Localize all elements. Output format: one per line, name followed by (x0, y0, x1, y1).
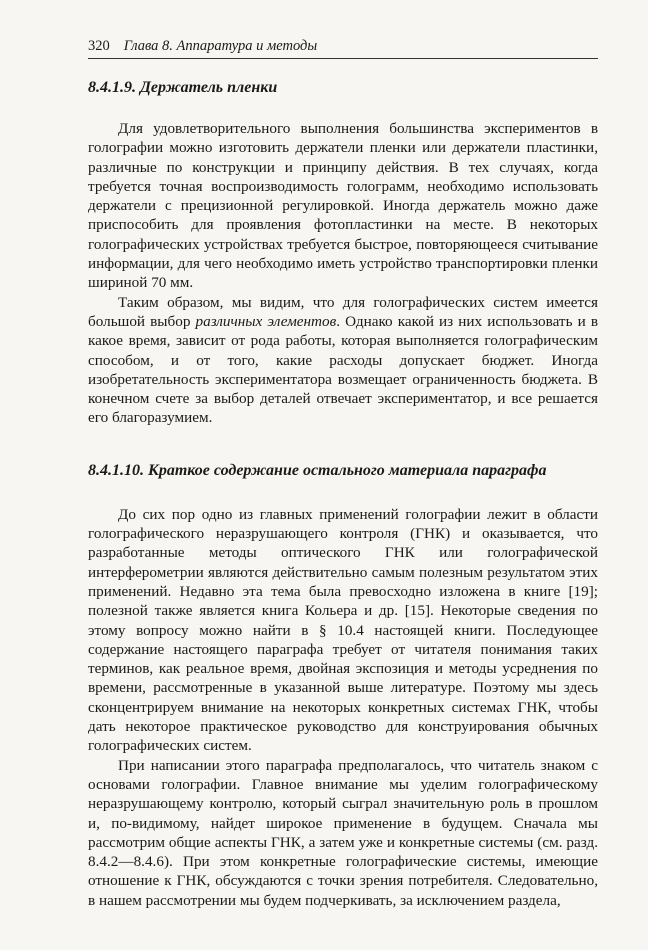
paragraph: До сих пор одно из главных применений голографии лежит в области голографического неразрушающего контроля (ГНК) и оказывается, что разработанные методы оптического ГНК или голографической интерферометрии являются действительно самым полезным результатом этих применений. Недавно эта тема была превосходно изложена в книге [19]; полезной также является книга Кольера и др. [15]. Некоторые сведения по этому вопросу можно найти в § 10.4 настоящей книги. Последующее содержание настоящего параграфа требует от читателя понимания таких терминов, как реальное время, двойная экспозиция и методы усреднения по времени, рассмотренные в указанной выше литературе. Поэтому мы здесь сконцентрируем внимание на некоторых конкретных системах ГНК, чтобы дать некоторое практическое руководство для конструирования обычных голографических систем. (88, 505, 598, 755)
section-title-summary: 8.4.1.10. Краткое содержание остального материала параграфа (88, 461, 547, 479)
paragraph: При написании этого параграфа предполагалось, что читатель знаком с основами голографии. Главное внимание мы уделим голографическому неразрушающему контролю, который сыграл значительную роль в прошлом и, по-видимому, найдет широкое применение в будущем. Сначала мы рассмотрим общие аспекты ГНК, а затем уже и конкретные системы (см. разд. 8.4.2—8.4.6). При этом конкретные голографические системы, имеющие отношение к ГНК, обсуждаются с точки зрения потребителя. Следовательно, в нашем рассмотрении мы будем подчеркивать, за исключением раздела, (88, 756, 598, 909)
italic-phrase: различных элементов (195, 312, 337, 330)
page-number: 320 (88, 38, 110, 54)
page-header (88, 38, 598, 59)
paragraph: Для удовлетворительного выполнения большинства экспериментов в голографии можно изготовить держатели пленки или держатели пластинки, различные по конструкции и принципу действия. В тех случаях, когда требуется точная воспроизводимость голограмм, необходимо использовать держатели с прецизионной регулировкой. Иногда держатель можно даже приспособить для проявления фотопластинки на месте. В некоторых голографических устройствах требуется быстрое, повторяющееся считывание информации, для чего необходимо иметь устройство транспортировки пленки шириной 70 мм. (88, 120, 598, 292)
section-title-film-holder: 8.4.1.9. Держатель пленки (88, 79, 278, 96)
paragraph: Таким образом, мы видим, что для голографических систем имеется большой выбор различных элементов. Однако какой из них использовать и в какое время, зависит от рода работы, которая выполняется голографическим способом, и от того, какие расходы допускает бюджет. Иногда изобретательность экспериментатора возмещает ограниченность бюджета. В конечном счете за выбор деталей отвечает экспериментатор, и все решается его благоразумием. (88, 293, 598, 427)
running-title: Глава 8. Аппаратура и методы (123, 38, 318, 54)
